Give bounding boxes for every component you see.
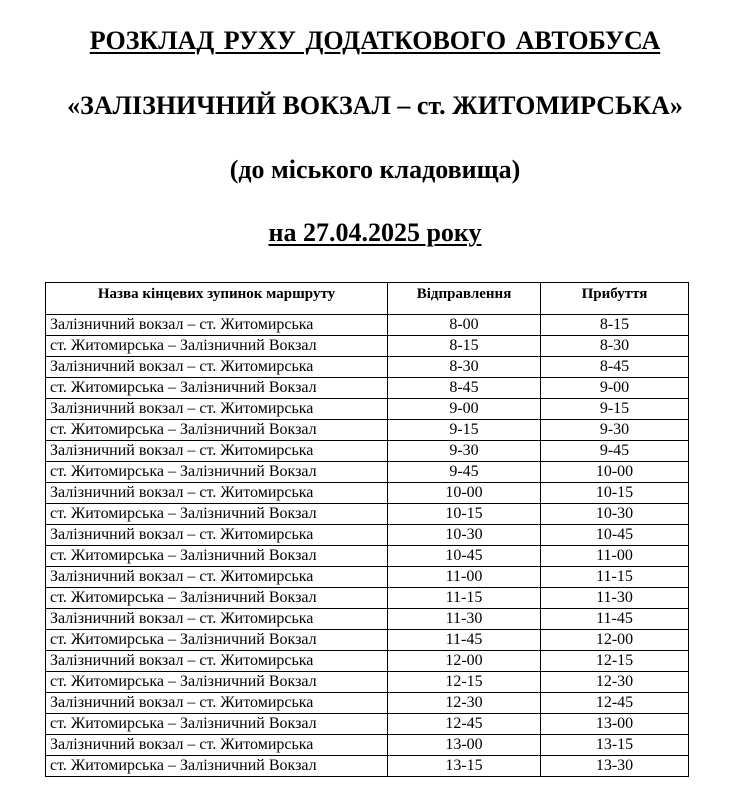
- arrival-time-cell: 11-45: [541, 609, 689, 630]
- route-cell: ст. Житомирська – Залізничний Вокзал: [46, 714, 388, 735]
- route-cell: Залізничний вокзал – ст. Житомирська: [46, 525, 388, 546]
- arrival-time-cell: 10-00: [541, 462, 689, 483]
- departure-time-cell: 10-45: [388, 546, 541, 567]
- route-cell: Залізничний вокзал – ст. Житомирська: [46, 735, 388, 756]
- route-cell: ст. Житомирська – Залізничний Вокзал: [46, 756, 388, 777]
- route-cell: ст. Житомирська – Залізничний Вокзал: [46, 546, 388, 567]
- route-cell: Залізничний вокзал – ст. Житомирська: [46, 315, 388, 336]
- departure-time-cell: 13-00: [388, 735, 541, 756]
- departure-time-cell: 11-30: [388, 609, 541, 630]
- arrival-time-cell: 11-15: [541, 567, 689, 588]
- departure-time-cell: 8-45: [388, 378, 541, 399]
- route-cell: ст. Житомирська – Залізничний Вокзал: [46, 462, 388, 483]
- route-cell: ст. Житомирська – Залізничний Вокзал: [46, 504, 388, 525]
- departure-time-cell: 8-15: [388, 336, 541, 357]
- departure-time-cell: 11-00: [388, 567, 541, 588]
- route-cell: Залізничний вокзал – ст. Житомирська: [46, 441, 388, 462]
- table-row: [46, 378, 689, 399]
- departure-time-cell: 10-00: [388, 483, 541, 504]
- table-header-row: [46, 283, 689, 315]
- route-cell: Залізничний вокзал – ст. Житомирська: [46, 567, 388, 588]
- arrival-time-cell: 13-30: [541, 756, 689, 777]
- column-header-departure: Відправлення: [388, 283, 541, 315]
- route-cell: ст. Житомирська – Залізничний Вокзал: [46, 630, 388, 651]
- departure-time-cell: 11-45: [388, 630, 541, 651]
- departure-time-cell: 12-15: [388, 672, 541, 693]
- column-header-arrival: Прибуття: [541, 283, 689, 315]
- schedule-date: на 27.04.2025 року: [268, 218, 482, 247]
- arrival-time-cell: 9-00: [541, 378, 689, 399]
- table-row: [46, 693, 689, 714]
- table-row: [46, 609, 689, 630]
- arrival-time-cell: 10-15: [541, 483, 689, 504]
- table-row: [46, 483, 689, 504]
- table-row: [46, 651, 689, 672]
- departure-time-cell: 9-00: [388, 399, 541, 420]
- route-cell: ст. Житомирська – Залізничний Вокзал: [46, 420, 388, 441]
- departure-time-cell: 9-45: [388, 462, 541, 483]
- column-header-route: Назва кінцевих зупинок маршруту: [46, 283, 388, 315]
- arrival-time-cell: 11-30: [541, 588, 689, 609]
- table-row: [46, 630, 689, 651]
- arrival-time-cell: 9-30: [541, 420, 689, 441]
- table-row: [46, 525, 689, 546]
- departure-time-cell: 13-15: [388, 756, 541, 777]
- departure-time-cell: 12-30: [388, 693, 541, 714]
- departure-time-cell: 12-00: [388, 651, 541, 672]
- table-row: [46, 546, 689, 567]
- arrival-time-cell: 12-15: [541, 651, 689, 672]
- arrival-time-cell: 8-30: [541, 336, 689, 357]
- arrival-time-cell: 8-45: [541, 357, 689, 378]
- table-row: [46, 567, 689, 588]
- arrival-time-cell: 10-30: [541, 504, 689, 525]
- route-cell: ст. Житомирська – Залізничний Вокзал: [46, 378, 388, 399]
- arrival-time-cell: 10-45: [541, 525, 689, 546]
- route-cell: Залізничний вокзал – ст. Житомирська: [46, 651, 388, 672]
- departure-time-cell: 10-30: [388, 525, 541, 546]
- arrival-time-cell: 12-00: [541, 630, 689, 651]
- table-row: [46, 756, 689, 777]
- route-cell: ст. Житомирська – Залізничний Вокзал: [46, 336, 388, 357]
- departure-time-cell: 10-15: [388, 504, 541, 525]
- departure-time-cell: 8-30: [388, 357, 541, 378]
- arrival-time-cell: 13-15: [541, 735, 689, 756]
- arrival-time-cell: 11-00: [541, 546, 689, 567]
- table-row: [46, 357, 689, 378]
- schedule-title: РОЗКЛАД РУХУ ДОДАТКОВОГО АВТОБУСА: [89, 26, 661, 55]
- departure-time-cell: 8-00: [388, 315, 541, 336]
- route-cell: Залізничний вокзал – ст. Житомирська: [46, 609, 388, 630]
- departure-time-cell: 9-15: [388, 420, 541, 441]
- table-row: [46, 588, 689, 609]
- arrival-time-cell: 9-45: [541, 441, 689, 462]
- table-row: [46, 441, 689, 462]
- table-row: [46, 420, 689, 441]
- departure-time-cell: 12-45: [388, 714, 541, 735]
- departure-time-cell: 9-30: [388, 441, 541, 462]
- route-cell: ст. Житомирська – Залізничний Вокзал: [46, 672, 388, 693]
- arrival-time-cell: 12-45: [541, 693, 689, 714]
- route-cell: Залізничний вокзал – ст. Житомирська: [46, 693, 388, 714]
- table-row: [46, 714, 689, 735]
- departure-time-cell: 11-15: [388, 588, 541, 609]
- schedule-table: [45, 282, 689, 777]
- table-row: [46, 399, 689, 420]
- route-cell: Залізничний вокзал – ст. Житомирська: [46, 357, 388, 378]
- arrival-time-cell: 8-15: [541, 315, 689, 336]
- table-row: [46, 336, 689, 357]
- arrival-time-cell: 12-30: [541, 672, 689, 693]
- route-cell: ст. Житомирська – Залізничний Вокзал: [46, 588, 388, 609]
- table-row: [46, 462, 689, 483]
- arrival-time-cell: 13-00: [541, 714, 689, 735]
- route-title: «ЗАЛІЗНИЧНИЙ ВОКЗАЛ – ст. ЖИТОМИРСЬКА»: [67, 91, 683, 120]
- table-row: [46, 504, 689, 525]
- arrival-time-cell: 9-15: [541, 399, 689, 420]
- route-subtitle: (до міського кладовища): [229, 155, 521, 184]
- route-cell: Залізничний вокзал – ст. Житомирська: [46, 399, 388, 420]
- route-cell: Залізничний вокзал – ст. Житомирська: [46, 483, 388, 504]
- table-row: [46, 735, 689, 756]
- table-row: [46, 315, 689, 336]
- table-row: [46, 672, 689, 693]
